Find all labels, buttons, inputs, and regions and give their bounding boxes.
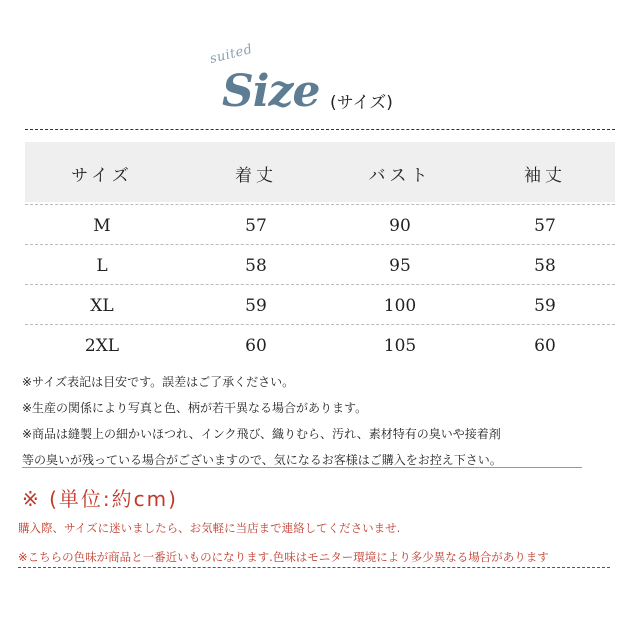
header-bust: バスト bbox=[368, 166, 432, 186]
table-row bbox=[25, 286, 615, 326]
row-divider bbox=[25, 284, 615, 285]
table-row bbox=[25, 246, 615, 286]
table-header-row bbox=[25, 142, 615, 202]
cell-sleeve: 58 bbox=[534, 256, 556, 276]
top-divider bbox=[25, 129, 615, 130]
cell-size: XL bbox=[90, 296, 114, 316]
header-sleeve: 袖丈 bbox=[524, 166, 566, 186]
row-divider bbox=[25, 204, 615, 205]
cell-bust: 95 bbox=[389, 256, 411, 276]
size-subtitle: (サイズ) bbox=[330, 93, 393, 113]
cell-length: 59 bbox=[245, 296, 267, 316]
cell-size: L bbox=[96, 256, 108, 276]
cell-size: 2XL bbox=[84, 336, 120, 356]
cell-sleeve: 59 bbox=[534, 296, 556, 316]
table-row bbox=[25, 326, 615, 366]
notes-underline bbox=[22, 467, 582, 468]
cell-sleeve: 57 bbox=[534, 216, 556, 236]
color-note: ※こちらの色味が商品と一番近いものになります.色味はモニター環境により多少異なる場合があります bbox=[18, 550, 549, 564]
cell-length: 60 bbox=[245, 336, 267, 356]
note-defects: ※商品は縫製上の細かいほつれ、インク飛び、織りむら、汚れ、素材特有の臭いや接着剤 bbox=[22, 427, 501, 441]
header-length: 着丈 bbox=[235, 166, 277, 186]
unit-label: ※ (単位:約cm) bbox=[22, 487, 178, 511]
row-divider bbox=[25, 324, 615, 325]
note-color-difference: ※生産の関係により写真と色、柄が若干異なる場合があります。 bbox=[22, 401, 368, 415]
contact-note: 購入際、サイズに迷いましたら、お気軽に当店まで連絡してくださいませ. bbox=[18, 521, 401, 535]
size-title: Size bbox=[222, 66, 320, 117]
cell-bust: 90 bbox=[389, 216, 411, 236]
row-divider bbox=[25, 244, 615, 245]
header-size: サイズ bbox=[71, 166, 133, 186]
note-size-guide: ※サイズ表記は目安です。誤差はご了承ください。 bbox=[22, 375, 295, 389]
cell-length: 58 bbox=[245, 256, 267, 276]
cell-bust: 100 bbox=[383, 296, 417, 316]
cell-length: 57 bbox=[245, 216, 267, 236]
note-odor: 等の臭いが残っている場合がございますので、気になるお客様はご購入をお控え下さい。 bbox=[22, 453, 502, 467]
cell-sleeve: 60 bbox=[534, 336, 556, 356]
suited-label: suited bbox=[208, 41, 255, 67]
bottom-divider bbox=[18, 567, 610, 568]
table-row bbox=[25, 206, 615, 246]
cell-size: M bbox=[93, 216, 111, 236]
cell-bust: 105 bbox=[383, 336, 417, 356]
